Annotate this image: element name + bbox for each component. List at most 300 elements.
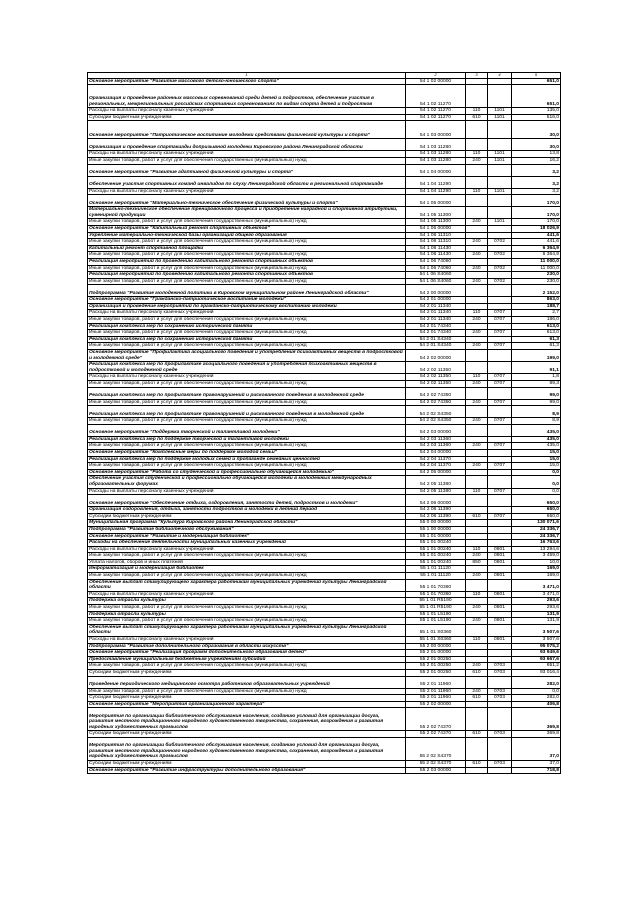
row-expense-type (466, 406, 488, 418)
row-code: 54 1 05 00000 (406, 195, 466, 207)
row-amount: 6 364,9 (512, 252, 561, 259)
row-section: 0801 (488, 553, 512, 560)
row-name: Расходы на выплаты персоналу казенных учреждений (88, 637, 406, 644)
row-amount: 435,0 (512, 443, 561, 450)
row-expense-type: 110 (466, 546, 488, 553)
row-expense-type (466, 676, 488, 688)
row-section (488, 566, 512, 573)
row-expense-type (466, 436, 488, 443)
row-name: Основное мероприятие "Комплексные меры по поддержке молодой семьи" (88, 449, 406, 456)
table-row (88, 669, 561, 676)
row-expense-type (466, 195, 488, 207)
row-amount: 863,0 (512, 297, 561, 304)
row-section (488, 362, 512, 374)
row-section: 0703 (488, 695, 512, 702)
table-row (88, 579, 561, 591)
row-name: Иные закупки товаров, работ и услуг для обеспечения государственных (муниципальных) нужд (88, 605, 406, 612)
row-amount: 24 336,7 (512, 526, 561, 533)
row-section (488, 701, 512, 708)
row-name: Реализация комплекса мер по поддержке творческой и талантливой молодежи (88, 436, 406, 443)
row-amount: 516,0 (512, 114, 561, 121)
table-row (88, 381, 561, 388)
row-code: 54 1 06 S4060 (406, 272, 466, 279)
row-code: 55 1 01 00240 (406, 540, 466, 547)
row-section (488, 456, 512, 463)
row-amount: 369,8 (512, 708, 561, 731)
row-amount: 93 667,6 (512, 656, 561, 663)
table-row (88, 637, 561, 644)
row-section (488, 164, 512, 176)
row-amount: 16,2 (512, 157, 561, 164)
row-expense-type (466, 650, 488, 657)
row-expense-type: 240 (466, 688, 488, 695)
row-code: 54 2 04 11370 (406, 463, 466, 470)
row-expense-type: 110 (466, 151, 488, 158)
row-amount: 15,0 (512, 456, 561, 463)
row-expense-type: 240 (466, 399, 488, 406)
table-row (88, 731, 561, 738)
row-amount: 651,2 (512, 663, 561, 670)
table-row (88, 566, 561, 573)
row-amount: 16 763,6 (512, 540, 561, 547)
table-row (88, 513, 561, 520)
table-row (88, 164, 561, 176)
row-name: Иные закупки товаров, работ и услуг для обеспечения государственных (муниципальных) нужд (88, 418, 406, 425)
table-row (88, 520, 561, 527)
row-expense-type: 240 (466, 252, 488, 259)
row-expense-type (466, 526, 488, 533)
row-name: Иные закупки товаров, работ и услуг для обеспечения государственных (муниципальных) нужд (88, 573, 406, 580)
row-amount: 650,0 (512, 513, 561, 520)
table-row (88, 157, 561, 164)
table-row (88, 624, 561, 636)
row-code: 54 2 05 00000 (406, 469, 466, 476)
row-amount: 3 471,0 (512, 579, 561, 591)
row-amount: 3 471,0 (512, 591, 561, 598)
row-code: 54 1 02 11270 (406, 108, 466, 115)
row-section: 0801 (488, 605, 512, 612)
row-code: 54 2 03 11360 (406, 443, 466, 450)
row-section: 0801 (488, 573, 512, 580)
row-section (488, 336, 512, 343)
row-section: 0801 (488, 637, 512, 644)
row-code: 54 2 05 11380 (406, 488, 466, 495)
row-expense-type: 610 (466, 114, 488, 121)
row-expense-type: 240 (466, 343, 488, 350)
row-section (488, 245, 512, 252)
row-name: Иные закупки товаров, работ и услуг для обеспечения государственных (муниципальных) нужд (88, 399, 406, 406)
row-section: 0801 (488, 546, 512, 553)
row-expense-type: 240 (466, 463, 488, 470)
row-name: Расходы на выплаты персоналу казенных учреждений (88, 151, 406, 158)
header-col-5: 5 (512, 73, 561, 79)
row-name: Иные закупки товаров, работ и услуг для обеспечения государственных (муниципальных) нужд (88, 265, 406, 272)
row-section: 0703 (488, 731, 512, 738)
row-section (488, 495, 512, 507)
table-row (88, 618, 561, 625)
row-name: Иные закупки товаров, работ и услуг для обеспечения государственных (муниципальных) нужд (88, 252, 406, 259)
row-expense-type (466, 245, 488, 252)
table-row (88, 387, 561, 399)
row-section (488, 476, 512, 488)
row-section: 0703 (488, 669, 512, 676)
table-row (88, 399, 561, 406)
row-amount: 230,0 (512, 272, 561, 279)
row-section (488, 624, 512, 636)
row-amount: 650,0 (512, 495, 561, 507)
row-amount: 131,9 (512, 611, 561, 618)
row-amount: 11 000,0 (512, 258, 561, 265)
row-name: Основное мероприятие "Развитие инфраструктуры дополнительного образования" (88, 767, 406, 774)
row-name: Реализация мероприятий по проведению капитального ремонта спортивных объектов (88, 258, 406, 265)
row-section (488, 207, 512, 219)
row-expense-type (466, 476, 488, 488)
row-code: 55 2 02 74370 (406, 708, 466, 731)
row-name: Иные закупки товаров, работ и услуг для обеспечения государственных (муниципальных) нужд (88, 553, 406, 560)
table-row (88, 297, 561, 304)
table-row (88, 245, 561, 252)
table-row (88, 701, 561, 708)
header-col-3: 3 (466, 73, 488, 79)
row-section: 1101 (488, 114, 512, 121)
row-code: 54 2 02 11350 (406, 362, 466, 374)
row-amount: 13 294,6 (512, 546, 561, 553)
table-row (88, 737, 561, 760)
row-expense-type: 110 (466, 188, 488, 195)
row-amount: 3,2 (512, 188, 561, 195)
row-name: Иные закупки товаров, работ и услуг для обеспечения государственных (муниципальных) нужд (88, 381, 406, 388)
row-name: Обеспечение участия студенческой и профессионально обучающейся молодежи в молодежных международных образовательных форумах (88, 476, 406, 488)
table-row (88, 108, 561, 115)
row-code: 54 1 03 00000 (406, 121, 466, 139)
row-name: Реализация комплекса мер по профилактике правонарушений и рискованного поведения в молодежной среде (88, 387, 406, 399)
row-amount: 188,7 (512, 303, 561, 310)
row-code: 55 1 01 S0360 (406, 624, 466, 636)
row-section: 0703 (488, 760, 512, 767)
row-expense-type: 240 (466, 219, 488, 226)
row-expense-type: 240 (466, 573, 488, 580)
table-row (88, 285, 561, 297)
row-section (488, 469, 512, 476)
row-section: 0707 (488, 463, 512, 470)
row-code: 54 1 03 11280 (406, 157, 466, 164)
table-row (88, 303, 561, 310)
row-code: 54 2 06 11390 (406, 513, 466, 520)
row-section (488, 643, 512, 650)
row-name: Субсидии бюджетным учреждениям (88, 114, 406, 121)
row-amount: 169,0 (512, 573, 561, 580)
row-expense-type (466, 336, 488, 343)
row-name: Иные закупки товаров, работ и услуг для обеспечения государственных (муниципальных) нужд (88, 317, 406, 324)
row-section (488, 424, 512, 436)
row-code: 55 2 01 00000 (406, 650, 466, 657)
table-row (88, 258, 561, 265)
row-amount: 15,0 (512, 463, 561, 470)
table-row (88, 151, 561, 158)
row-code: 54 2 01 11340 (406, 303, 466, 310)
row-amount: 15,0 (512, 449, 561, 456)
row-name: Основное мероприятие "Гражданско-патриотическое воспитание молодежи" (88, 297, 406, 304)
row-expense-type (466, 323, 488, 330)
row-code: 54 2 00 00000 (406, 285, 466, 297)
row-section (488, 579, 512, 591)
row-name: Материально-техническое обеспечение тренировочного процесса и приобретение наградной и спортивной атрибутики, сувенирной продукции (88, 207, 406, 219)
row-code: 54 2 02 11350 (406, 374, 466, 381)
row-section (488, 121, 512, 139)
row-section (488, 611, 512, 618)
row-name: Организация и проведение мероприятий по гражданско-патриотическому воспитанию молодежи (88, 303, 406, 310)
row-name: Основное мероприятие "Поддержка творческой и талантливой молодежи" (88, 424, 406, 436)
row-amount: 0,0 (512, 488, 561, 495)
row-amount: 170,0 (512, 219, 561, 226)
row-section (488, 303, 512, 310)
row-name: Основное мероприятие "Развитие массового детско-юношеского спорта" (88, 78, 406, 85)
row-expense-type: 240 (466, 605, 488, 612)
table-row (88, 463, 561, 470)
table-row (88, 374, 561, 381)
table-row (88, 121, 561, 139)
row-amount: 3 507,6 (512, 624, 561, 636)
row-expense-type: 110 (466, 310, 488, 317)
table-row (88, 272, 561, 279)
row-expense-type (466, 258, 488, 265)
row-name: Подпрограмма "Развитие библиотечного обслуживания" (88, 526, 406, 533)
row-name: Субсидии бюджетным учреждениям (88, 695, 406, 702)
table-row (88, 449, 561, 456)
row-section (488, 676, 512, 688)
row-name: Подпрограмма "Развитие дополнительного образования в области искусств" (88, 643, 406, 650)
row-section (488, 195, 512, 207)
row-amount: 199,0 (512, 350, 561, 362)
row-expense-type: 240 (466, 265, 488, 272)
row-code: 54 1 06 S4060 (406, 278, 466, 285)
row-amount: 282,0 (512, 695, 561, 702)
budget-table-body (88, 73, 561, 774)
row-name: Реализация мероприятий по проведению капитального ремонта спортивных объектов (88, 272, 406, 279)
row-amount: 30,0 (512, 121, 561, 139)
row-name: Иные закупки товаров, работ и услуг для обеспечения государственных (муниципальных) нужд (88, 239, 406, 246)
row-section: 0702 (488, 265, 512, 272)
table-row (88, 456, 561, 463)
row-name: Иные закупки товаров, работ и услуг для обеспечения государственных (муниципальных) нужд (88, 330, 406, 337)
row-code: 55 2 01 00250 (406, 669, 466, 676)
table-row (88, 476, 561, 488)
row-expense-type (466, 139, 488, 151)
row-expense-type (466, 350, 488, 362)
row-code: 54 2 05 11380 (406, 476, 466, 488)
row-code: 54 2 01 11340 (406, 317, 466, 324)
row-expense-type: 610 (466, 731, 488, 738)
row-name: Основное мероприятие "Патриотическое воспитание молодежи средствами физической культуры и спорта" (88, 121, 406, 139)
row-section (488, 323, 512, 330)
row-code: 55 1 01 R5190 (406, 598, 466, 605)
row-code: 55 1 01 00240 (406, 546, 466, 553)
table-row (88, 330, 561, 337)
row-amount: 651,0 (512, 85, 561, 108)
row-amount: 170,0 (512, 195, 561, 207)
row-amount: 186,0 (512, 317, 561, 324)
row-code: 54 1 06 11430 (406, 252, 466, 259)
table-row (88, 507, 561, 514)
row-section: 0707 (488, 399, 512, 406)
row-name: Поддержка отрасли культуры (88, 598, 406, 605)
row-code: 55 2 00 00000 (406, 643, 466, 650)
table-row (88, 688, 561, 695)
row-name: Поддержка отрасли культуры (88, 611, 406, 618)
row-amount: 3 507,6 (512, 637, 561, 644)
row-name: Расходы на выплаты персоналу казенных учреждений (88, 310, 406, 317)
row-code: 55 2 01 11960 (406, 676, 466, 688)
row-expense-type: 240 (466, 443, 488, 450)
row-section (488, 436, 512, 443)
row-amount: 718,8 (512, 767, 561, 774)
row-expense-type (466, 737, 488, 760)
row-amount: 6 364,9 (512, 245, 561, 252)
table-row (88, 598, 561, 605)
row-section (488, 449, 512, 456)
row-section: 1101 (488, 188, 512, 195)
row-section (488, 297, 512, 304)
table-row (88, 139, 561, 151)
row-amount: 99,0 (512, 387, 561, 399)
row-amount: 282,0 (512, 676, 561, 688)
row-name: Расходы на выплаты персоналу казенных учреждений (88, 108, 406, 115)
row-expense-type: 610 (466, 669, 488, 676)
row-code: 55 1 01 00000 (406, 533, 466, 540)
row-section: 0707 (488, 317, 512, 324)
row-section: 0702 (488, 239, 512, 246)
row-section (488, 650, 512, 657)
row-code: 54 2 04 11370 (406, 456, 466, 463)
header-col-4: 4 (488, 73, 512, 79)
row-name: Мероприятия по организации библиотечного обслуживания населения, созданию условий для организации досуга, развития местного традиционного народного художественного творчества, сохранения, возрождения и развития народных художественных промыслов (88, 708, 406, 731)
row-name: Расходы на обеспечение деятельности муниципальных казенных учреждений (88, 540, 406, 547)
table-row (88, 418, 561, 425)
row-name: Иные закупки товаров, работ и услуг для обеспечения государственных (муниципальных) нужд (88, 157, 406, 164)
row-name: Иные закупки товаров, работ и услуг для обеспечения государственных (муниципальных) нужд (88, 463, 406, 470)
row-amount: 37,0 (512, 737, 561, 760)
row-code: 54 2 02 S4350 (406, 406, 466, 418)
row-amount: 651,0 (512, 78, 561, 85)
row-section (488, 767, 512, 774)
row-amount: 0,0 (512, 476, 561, 488)
header-col-2: 2 (406, 73, 466, 79)
row-name: Расходы на выплаты персоналу казенных учреждений (88, 546, 406, 553)
row-amount: 1,8 (512, 374, 561, 381)
row-expense-type (466, 387, 488, 399)
row-section: 0707 (488, 343, 512, 350)
row-code: 54 1 02 00000 (406, 78, 466, 85)
row-section: 0707 (488, 374, 512, 381)
row-expense-type (466, 85, 488, 108)
table-row (88, 114, 561, 121)
row-expense-type (466, 507, 488, 514)
row-section (488, 258, 512, 265)
row-code: 55 2 01 00250 (406, 656, 466, 663)
row-code: 54 1 03 11280 (406, 151, 466, 158)
table-row (88, 546, 561, 553)
row-name: Основное мероприятие "Капитальный ремонт спортивных объектов" (88, 225, 406, 232)
row-name: Основное мероприятие "Развитие и модернизация библиотек" (88, 533, 406, 540)
row-expense-type (466, 540, 488, 547)
row-expense-type (466, 176, 488, 188)
table-row (88, 278, 561, 285)
row-code: 54 1 03 11280 (406, 139, 466, 151)
table-row (88, 239, 561, 246)
row-expense-type (466, 611, 488, 618)
row-code: 54 2 02 74350 (406, 387, 466, 399)
row-expense-type: 110 (466, 108, 488, 115)
row-expense-type (466, 424, 488, 436)
budget-table (87, 72, 561, 774)
row-name: Предоставление муниципальным бюджетным учреждениям субсидий (88, 656, 406, 663)
row-code: 54 1 02 11270 (406, 114, 466, 121)
row-amount: 435,0 (512, 424, 561, 436)
row-name: Субсидии бюджетным учреждениям (88, 760, 406, 767)
row-code: 54 2 01 74340 (406, 323, 466, 330)
row-code: 55 2 02 74370 (406, 731, 466, 738)
row-code: 54 1 06 11430 (406, 245, 466, 252)
row-expense-type (466, 624, 488, 636)
row-name: Расходы на выплаты персоналу казенных учреждений (88, 488, 406, 495)
row-amount: 230,0 (512, 278, 561, 285)
table-row (88, 760, 561, 767)
table-row (88, 350, 561, 362)
table-row (88, 650, 561, 657)
row-section (488, 708, 512, 731)
row-amount: 130 071,6 (512, 520, 561, 527)
row-code: 54 1 05 11300 (406, 219, 466, 226)
row-amount: 170,0 (512, 207, 561, 219)
row-section (488, 85, 512, 108)
row-code: 55 1 01 S0360 (406, 637, 466, 644)
table-row (88, 219, 561, 226)
row-section (488, 520, 512, 527)
row-amount: 169,0 (512, 566, 561, 573)
row-amount: 406,8 (512, 701, 561, 708)
row-amount: 135,0 (512, 108, 561, 115)
row-expense-type: 110 (466, 637, 488, 644)
row-name: Мероприятия по организации библиотечного обслуживания населения, созданию условий для организации досуга, развития местного традиционного народного художественного творчества, сохранения, возрождения и развития народных художественных промыслов (88, 737, 406, 760)
table-row (88, 469, 561, 476)
row-expense-type: 610 (466, 513, 488, 520)
row-amount: 650,0 (512, 507, 561, 514)
row-code: 54 1 04 11290 (406, 176, 466, 188)
row-expense-type (466, 469, 488, 476)
row-expense-type (466, 164, 488, 176)
row-amount: 11 000,0 (512, 265, 561, 272)
row-name: Реализация комплекса мер по сохранению исторической памяти (88, 323, 406, 330)
row-expense-type: 240 (466, 418, 488, 425)
row-amount: 2 152,0 (512, 285, 561, 297)
row-code: 54 2 02 S4350 (406, 418, 466, 425)
row-name: Обеспечение выплат стимулирующего характера работникам муниципальных учреждений культуры Ленинградской области (88, 624, 406, 636)
row-code: 54 2 01 S4340 (406, 343, 466, 350)
row-section: 1101 (488, 219, 512, 226)
row-name: Основное мероприятие "Развитие адаптивной физической культуры и спорта" (88, 164, 406, 176)
row-name: Субсидии бюджетным учреждениям (88, 513, 406, 520)
row-section (488, 540, 512, 547)
row-expense-type: 240 (466, 317, 488, 324)
row-section: 0801 (488, 618, 512, 625)
row-name: Основное мероприятие "Обеспечение отдыха, оздоровления, занятости детей, подростков и молодежи" (88, 495, 406, 507)
table-row (88, 663, 561, 670)
row-section: 0707 (488, 513, 512, 520)
row-code: 54 1 06 74060 (406, 258, 466, 265)
row-expense-type (466, 579, 488, 591)
row-expense-type: 240 (466, 618, 488, 625)
row-amount: 3 459,0 (512, 553, 561, 560)
